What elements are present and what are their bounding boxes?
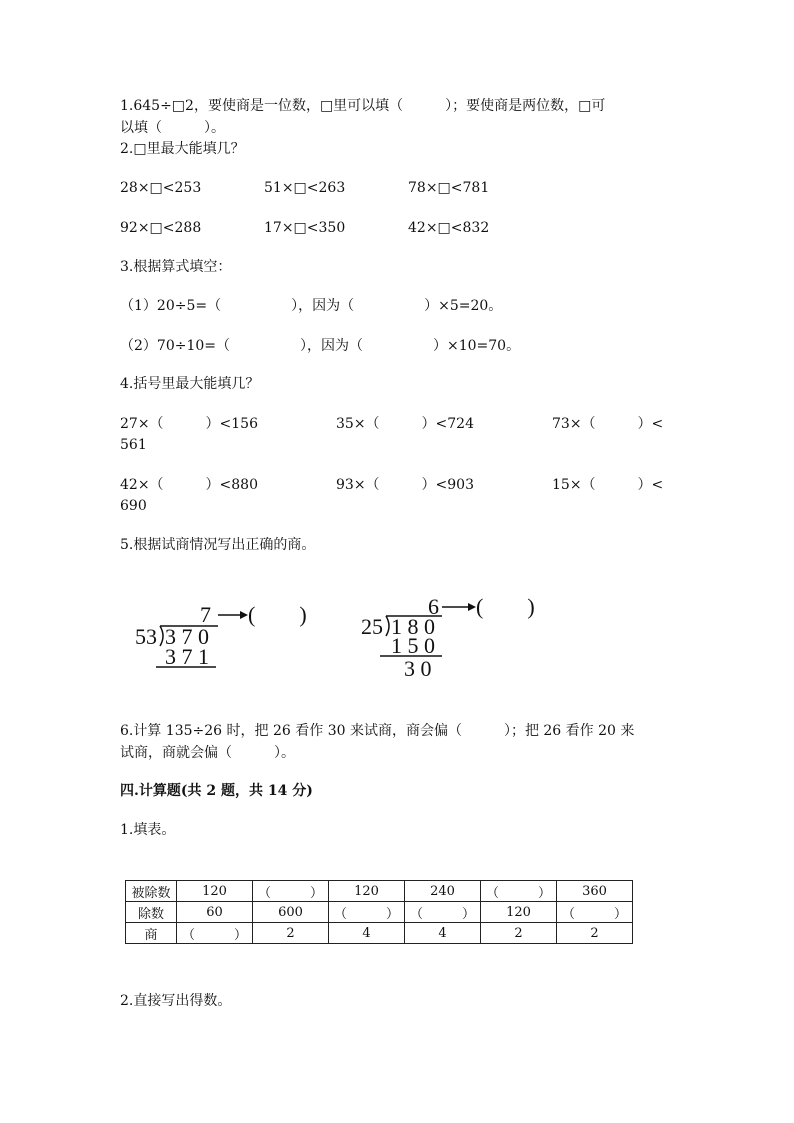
answer-blank: ( ) — [248, 602, 307, 627]
q2-item: 92×□<288 — [120, 220, 202, 236]
product: 1 5 0 — [391, 633, 435, 658]
table-cell: 60 — [177, 902, 253, 923]
q4-item-wrap: 561 — [120, 437, 147, 453]
q4-item: 27×（ ）<156 — [120, 416, 258, 432]
divisor: 53 — [135, 624, 157, 649]
q2-item: 28×□<253 — [120, 180, 202, 196]
answer-blank: ( ) — [476, 594, 535, 619]
quotient: 7 — [200, 602, 211, 627]
q3-item1: （1）20÷5=（ ），因为（ ）×5=20。 — [120, 298, 503, 314]
q2-item: 51×□<263 — [264, 180, 346, 196]
table-cell: 除数 — [126, 902, 177, 923]
q2-item: 42×□<832 — [408, 220, 490, 236]
divisor: 25 — [361, 614, 383, 639]
q2-item: 78×□<781 — [408, 180, 490, 196]
table-cell: 商 — [126, 923, 177, 944]
table-cell: （ ） — [177, 923, 253, 944]
table-cell: 240 — [405, 881, 481, 902]
q1-line2: 以填（ ）。 — [120, 120, 225, 136]
table-cell: 120 — [329, 881, 405, 902]
table-cell: 2 — [557, 923, 633, 944]
table-cell: （ ） — [481, 881, 557, 902]
table-cell: 2 — [253, 923, 329, 944]
calc2-title: 2.直接写出得数。 — [120, 993, 232, 1009]
table-row — [126, 902, 633, 923]
table-cell: 4 — [329, 923, 405, 944]
table-cell: 120 — [481, 902, 557, 923]
q2-title: 2.□里最大能填几？ — [120, 141, 245, 157]
q2-item: 17×□<350 — [264, 220, 346, 236]
table-cell: （ ） — [329, 902, 405, 923]
table-cell: （ ） — [253, 881, 329, 902]
long-division-1 — [130, 592, 330, 678]
quotient: 6 — [428, 594, 439, 619]
table-cell: 被除数 — [126, 881, 177, 902]
calc1-title: 1.填表。 — [120, 822, 176, 838]
table-cell: 120 — [177, 881, 253, 902]
q6-line2: 试商，商就会偏（ ）。 — [120, 745, 295, 761]
q5-title: 5.根据试商情况写出正确的商。 — [120, 537, 316, 553]
long-division-2 — [356, 592, 556, 678]
q4-title: 4.括号里最大能填几？ — [120, 376, 260, 392]
dividend: 1 8 0 — [391, 614, 435, 639]
table-cell: （ ） — [405, 902, 481, 923]
table-cell: 360 — [557, 881, 633, 902]
q1-line1: 1.645÷□2，要使商是一位数，□里可以填（ ）；要使商是两位数，□可 — [120, 98, 606, 114]
table-cell: （ ） — [557, 902, 633, 923]
table-row — [126, 923, 633, 944]
q3-title: 3.根据算式填空： — [120, 259, 232, 275]
q4-item: 73×（ ）< — [552, 416, 664, 432]
q6-line1: 6.计算 135÷26 时，把 26 看作 30 来试商，商会偏（ ）；把 26 看作 20 来 — [120, 723, 635, 739]
q4-item: 93×（ ）<903 — [336, 477, 474, 493]
dividend: 3 7 0 — [165, 624, 209, 649]
q4-item: 15×（ ）< — [552, 477, 664, 493]
remainder: 3 0 — [404, 656, 432, 678]
fill-table — [125, 880, 633, 944]
q4-item: 42×（ ）<880 — [120, 477, 258, 493]
q4-item: 35×（ ）<724 — [336, 416, 474, 432]
product: 3 7 1 — [165, 644, 209, 669]
table-cell: 2 — [481, 923, 557, 944]
table-cell: 600 — [253, 902, 329, 923]
q3-item2: （2）70÷10=（ ），因为（ ）×10=70。 — [120, 338, 521, 354]
table-row — [126, 881, 633, 902]
q4-item-wrap: 690 — [120, 498, 147, 514]
table-cell: 4 — [405, 923, 481, 944]
section-title: 四.计算题(共 2 题，共 14 分) — [120, 783, 313, 799]
